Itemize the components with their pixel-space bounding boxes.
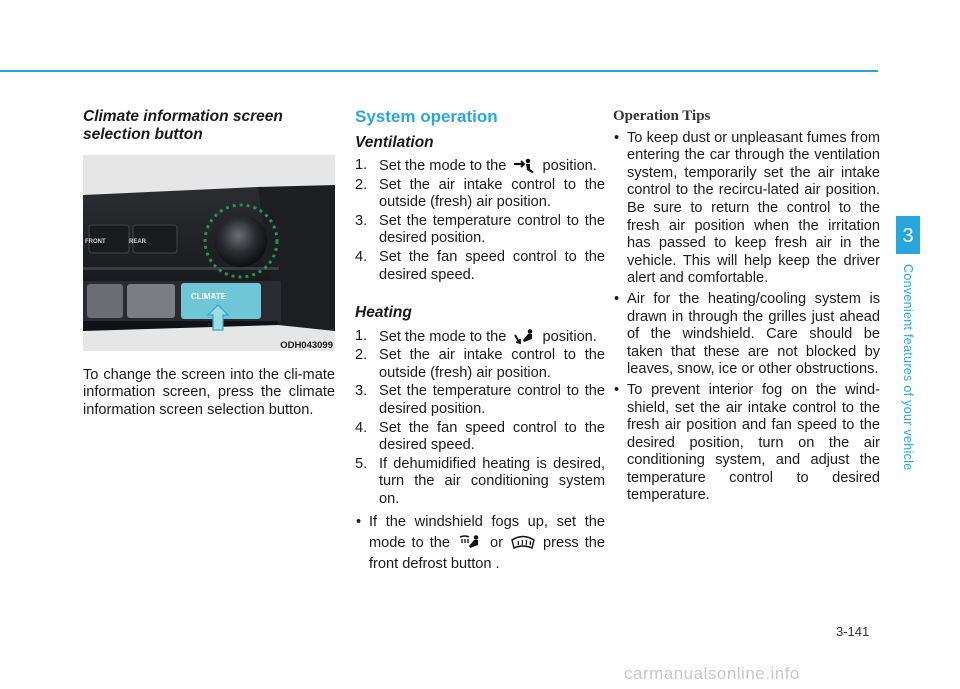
step-number: 4. [355, 249, 368, 266]
list-item [355, 347, 605, 382]
list-item [355, 383, 605, 418]
step-text: If dehumidified heating is desired, turn the air conditioning system on. [379, 455, 605, 507]
step-number: 1. [355, 157, 368, 174]
rear-label: REAR [129, 239, 147, 245]
step-number: 1. [355, 327, 368, 344]
step-number: 5. [355, 455, 368, 472]
list-item [613, 382, 880, 505]
list-item [613, 291, 880, 379]
bullet-text: If the windshield fogs up, set the mode to the [369, 513, 605, 551]
step-number: 3. [355, 383, 368, 400]
front-defrost-icon [509, 534, 537, 552]
ventilation-steps [355, 157, 605, 284]
floor-mode-icon [510, 328, 538, 346]
step-text: Set the mode to the [379, 158, 507, 175]
description-paragraph: To change the screen into the cli-mate information screen, press the climate information screen selection button. [83, 366, 335, 418]
step-text: Set the air intake control to the outside (fresh) air position. [379, 347, 605, 381]
defrost-floor-mode-icon [456, 534, 484, 552]
bullet-dot: • [356, 513, 362, 530]
list-item [355, 177, 605, 212]
front-label: FRONT [85, 239, 106, 245]
page-number: 3-141 [836, 624, 870, 639]
step-number: 3. [355, 212, 368, 229]
step-text: position. [542, 158, 597, 175]
list-item [355, 157, 605, 175]
step-text: Set the fan speed control to the desired speed. [379, 419, 605, 454]
step-number: 2. [355, 347, 368, 364]
column-3 [613, 108, 880, 507]
ventilation-heading: Ventilation [355, 133, 434, 151]
header-rule [0, 70, 878, 72]
climate-control-illustration [83, 155, 335, 351]
step-number: 2. [355, 176, 368, 193]
list-item [355, 249, 605, 284]
bullet-text: press the front defrost button . [369, 534, 606, 572]
step-text: Set the temperature control to the desired position. [379, 212, 605, 247]
climate-panel-figure [83, 155, 335, 351]
list-item [355, 420, 605, 455]
list-item [355, 213, 605, 248]
heating-heading: Heating [355, 304, 412, 322]
column-2 [355, 108, 605, 575]
chapter-title-vertical [896, 264, 920, 494]
tip-text: Air for the heating/cooling system is drawn in through the grilles just ahead of the windshield. Care should be taken that these are not blocked by leaves, snow, ice or other obstructions. [627, 290, 880, 378]
figure-code: ODH043099 [280, 340, 333, 351]
tip-text: To keep dust or unpleasant fumes from entering the car through the ventilation system, temporarily set the air intake control to the recircu-lated air position. Be sure to return the control to the fresh air position when the irritation has passed to keep fresh air in the vehicle. This will help keep the driver alert and comfortable. [627, 129, 880, 287]
defrost-bullet [355, 512, 605, 575]
step-text: Set the fan speed control to the desired speed. [379, 249, 605, 283]
chapter-title: Convenient features of your vehicle [901, 264, 915, 471]
step-number: 4. [355, 419, 368, 436]
vent-mode-icon [510, 157, 538, 175]
tip-text: To prevent interior fog on the wind-shield, set the air intake control to the fresh air position and fan speed to the desired position, turn on the air conditioning system, and adjust the temperature control to desired temperature. [627, 381, 880, 504]
chapter-tab: 3 [896, 216, 920, 254]
watermark: carmanualsonline.info [624, 664, 800, 683]
step-text: Set the mode to the [379, 328, 507, 345]
section-heading: Climate information screen selection button [83, 108, 283, 143]
step-text: position. [542, 328, 597, 345]
system-operation-heading: System operation [355, 107, 498, 126]
step-text: Set the air intake control to the outside (fresh) air position. [379, 176, 605, 211]
bullet-dot: • [614, 290, 620, 307]
climate-label: CLIMATE [191, 292, 226, 301]
list-item [355, 456, 605, 509]
operation-tips-heading: Operation Tips [613, 108, 711, 124]
heating-steps [355, 328, 605, 509]
column-1 [83, 108, 335, 434]
bullet-dot: • [614, 129, 620, 146]
list-item [355, 328, 605, 346]
bullet-dot: • [614, 381, 620, 398]
bullet-text: or [490, 534, 503, 551]
list-item [613, 130, 880, 288]
step-text: Set the temperature control to the desired position. [379, 383, 605, 418]
